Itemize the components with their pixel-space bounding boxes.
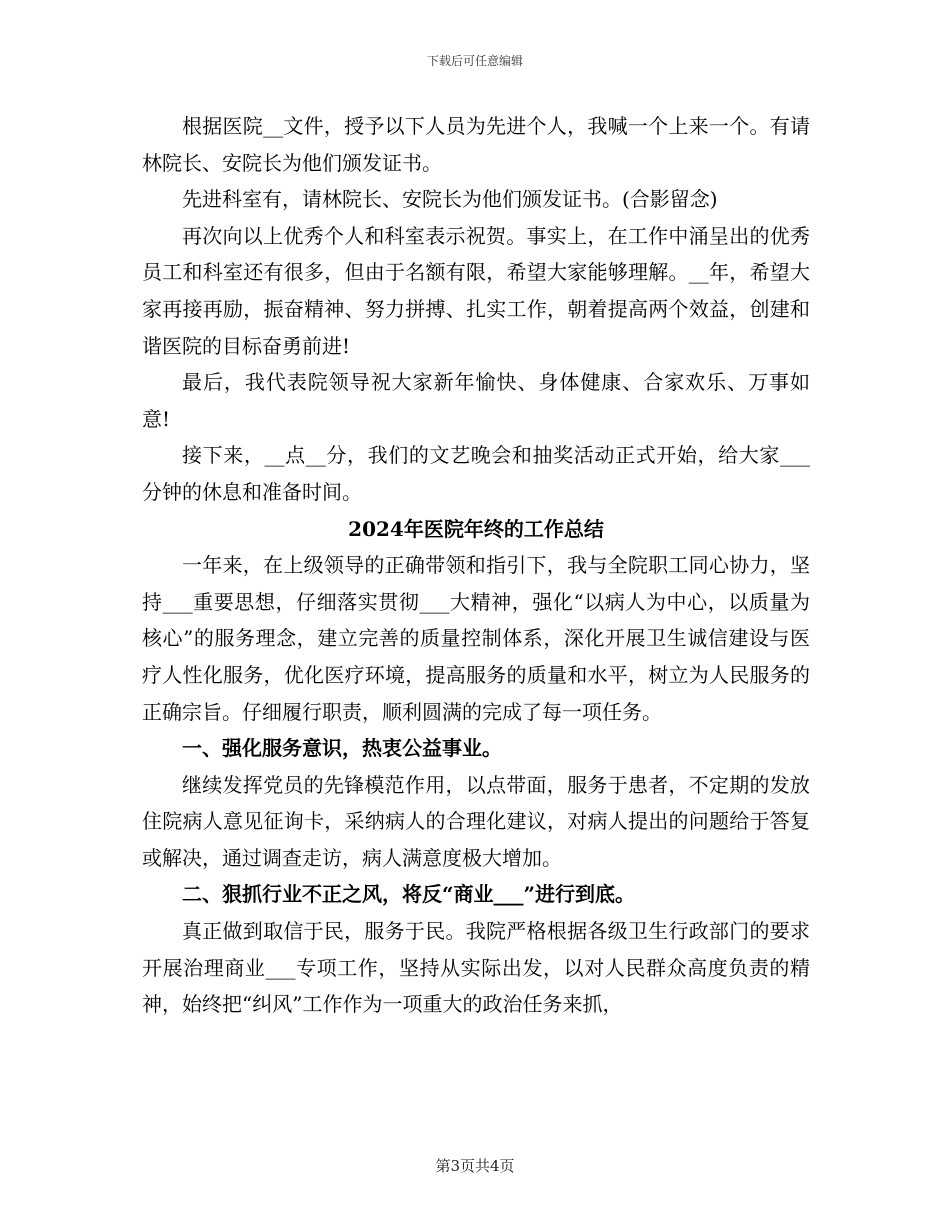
paragraph-8: 真正做到取信于民，服务于民。我院严格根据各级卫生行政部门的要求开展治理商业___专项工作，坚持从实际出发，以对人民群众高度负责的精神，始终把“纠风”工作作为一项重大的政治任务来抓， [142, 919, 810, 1017]
document-body [142, 108, 810, 1023]
paragraph-2: 先进科室有，请林院长、安院长为他们颁发证书。(合影留念) [182, 187, 718, 212]
page-header: 下载后可任意编辑 [426, 54, 523, 68]
section-heading-1: 一、强化服务意识，热衷公益事业。 [182, 736, 502, 761]
paragraph-7: 继续发挥党员的先锋模范作用，以点带面，服务于患者，不定期的发放住院病人意见征询卡，采纳病人的合理化建议，对病人提出的问题给于答复或解决，通过调查走访，病人满意度极大增加。 [142, 772, 810, 870]
page-footer: 第3页共4页 [435, 1157, 515, 1175]
paragraph-1: 根据医院__文件，授予以下人员为先进个人，我喊一个上来一个。有请林院长、安院长为他们颁发证书。 [142, 114, 810, 175]
paragraph-4: 最后，我代表院领导祝大家新年愉快、身体健康、合家欢乐、万事如意! [142, 370, 810, 431]
paragraph-5: 接下来，__点__分，我们的文艺晚会和抽奖活动正式开始，给大家___分钟的休息和准备时间。 [142, 443, 810, 504]
section-heading-2: 二、狠抓行业不正之风，将反“商业___”进行到底。 [182, 882, 636, 907]
paragraph-6: 一年来，在上级领导的正确带领和指引下，我与全院职工同心协力，坚持___重要思想，仔细落实贯彻___大精神，强化“以病人为中心，以质量为核心”的服务理念，建立完善的质量控制体系，深化开展卫生诚信建设与医疗人性化服务，优化医疗环境，提高服务的质量和水平，树立为人民服务的正确宗旨。仔细履行职责，顺利圆满的完成了每一项任务。 [142, 553, 810, 724]
paragraph-3: 再次向以上优秀个人和科室表示祝贺。事实上，在工作中涌呈出的优秀员工和科室还有很多，但由于名额有限，希望大家能够理解。__年，希望大家再接再励，振奋精神、努力拼搏、扎实工作，朝着提高两个效益，创建和谐医院的目标奋勇前进! [142, 223, 810, 358]
document-title: 2024年医院年终的工作总结 [348, 516, 604, 541]
